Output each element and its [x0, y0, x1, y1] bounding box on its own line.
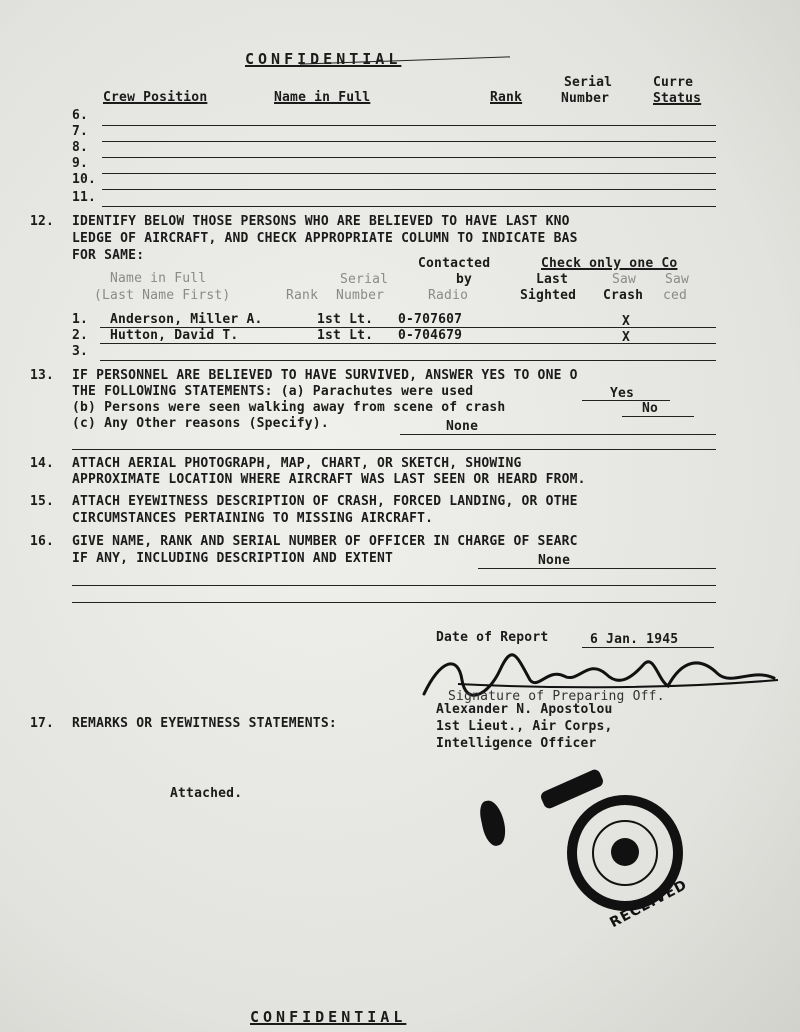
item12-hdr-last-1: Last [536, 272, 569, 287]
item12-hdr-rank: Rank [286, 288, 319, 303]
item12-hdr-check: Check only one Co [541, 256, 678, 271]
crew-row-line [102, 173, 716, 174]
item15-line1: ATTACH EYEWITNESS DESCRIPTION OF CRASH, FORCED LANDING, OR OTHE [72, 494, 578, 509]
col-name-in-full: Name in Full [274, 90, 371, 105]
item12-hdr-ced-1: Saw [665, 272, 690, 287]
item16-extra-line-1 [72, 585, 716, 586]
person-row-line [100, 360, 716, 361]
received-stamp-emblem [611, 838, 639, 866]
date-of-report-line [582, 647, 714, 648]
item12-line2: LEDGE OF AIRCRAFT, AND CHECK APPROPRIATE COLUMN TO INDICATE BAS [72, 231, 578, 246]
crew-row-number: 9. [72, 156, 89, 171]
item13-line4: (c) Any Other reasons (Specify). [72, 416, 329, 431]
item12-hdr-ced-2: ced [663, 288, 688, 303]
item16-line2: IF ANY, INCLUDING DESCRIPTION AND EXTENT [72, 551, 394, 566]
crew-row-number: 6. [72, 108, 89, 123]
person-number: 3. [72, 344, 89, 359]
item13-answer-c-line [400, 434, 716, 435]
item16-answer: None [538, 553, 571, 568]
crew-row-number: 11. [72, 190, 97, 205]
item12-line1: IDENTIFY BELOW THOSE PERSONS WHO ARE BELIEVED TO HAVE LAST KNO [72, 214, 570, 229]
officer-name: Alexander N. Apostolou [436, 702, 613, 717]
col-serial-1: Serial [564, 75, 613, 90]
item13-answer-b: No [642, 401, 659, 416]
crew-row-line [102, 125, 716, 126]
person-serial: 0-704679 [398, 328, 463, 343]
person-name: Anderson, Miller A. [110, 312, 263, 327]
item12-hdr-contacted-1: Contacted [418, 256, 491, 271]
item12-hdr-name-1: Name in Full [110, 271, 207, 286]
item15-line2: CIRCUMSTANCES PERTAINING TO MISSING AIRCRAFT. [72, 511, 434, 526]
item13-line2: THE FOLLOWING STATEMENTS: (a) Parachutes were used [72, 384, 474, 399]
item16-line1: GIVE NAME, RANK AND SERIAL NUMBER OF OFFICER IN CHARGE OF SEARC [72, 534, 578, 549]
item12-hdr-serial-1: Serial [340, 272, 389, 287]
item13-line1: IF PERSONNEL ARE BELIEVED TO HAVE SURVIVED, ANSWER YES TO ONE O [72, 368, 578, 383]
person-rank: 1st Lt. [317, 312, 374, 327]
header-classification: CONFIDENTIAL [245, 50, 402, 68]
item16-answer-line [478, 568, 716, 569]
item12-hdr-contacted-2: by [456, 272, 473, 287]
item13-extra-line [72, 449, 716, 450]
item14-line1: ATTACH AERIAL PHOTOGRAPH, MAP, CHART, OR SKETCH, SHOWING [72, 456, 522, 471]
person-check-mark: X [622, 314, 631, 329]
person-row-line [100, 343, 716, 344]
date-of-report-label: Date of Report [436, 630, 549, 645]
person-serial: 0-707607 [398, 312, 463, 327]
item17-value: Attached. [170, 786, 243, 801]
item16-number: 16. [30, 534, 55, 549]
crew-row-number: 8. [72, 140, 89, 155]
crew-row-number: 10. [72, 172, 97, 187]
item12-line3: FOR SAME: [72, 248, 145, 263]
crew-row-line [102, 141, 716, 142]
item17-number: 17. [30, 716, 55, 731]
col-crew-position: Crew Position [103, 90, 208, 105]
item13-answer-b-line [622, 416, 694, 417]
received-stamp-text: RECEIVED [607, 876, 691, 932]
item14-line2: APPROXIMATE LOCATION WHERE AIRCRAFT WAS LAST SEEN OR HEARD FROM. [72, 472, 586, 487]
item12-hdr-last-2: Sighted [520, 288, 577, 303]
crew-row-line [102, 157, 716, 158]
item17-label: REMARKS OR EYEWITNESS STATEMENTS: [72, 716, 337, 731]
person-rank: 1st Lt. [317, 328, 374, 343]
col-rank: Rank [490, 90, 523, 105]
item13-answer-c: None [446, 419, 479, 434]
crew-row-line [102, 189, 716, 190]
col-serial-2: Number [561, 91, 610, 106]
footer-classification: CONFIDENTIAL [250, 1008, 407, 1026]
item16-extra-line-2 [72, 602, 716, 603]
item12-hdr-contacted-3: Radio [428, 288, 469, 303]
officer-title: Intelligence Officer [436, 736, 597, 751]
crew-row-line [102, 206, 716, 207]
item15-number: 15. [30, 494, 55, 509]
col-status-1: Curre [653, 75, 694, 90]
person-number: 1. [72, 312, 89, 327]
person-name: Hutton, David T. [110, 328, 239, 343]
person-check-mark: X [622, 330, 631, 345]
date-of-report-value: 6 Jan. 1945 [590, 632, 679, 647]
signature-label: Signature of Preparing Off. [448, 689, 665, 704]
item12-hdr-crash-1: Saw [612, 272, 637, 287]
item12-number: 12. [30, 214, 55, 229]
item12-hdr-crash-2: Crash [603, 288, 644, 303]
item13-line3: (b) Persons were seen walking away from scene of crash [72, 400, 506, 415]
person-number: 2. [72, 328, 89, 343]
crew-row-number: 7. [72, 124, 89, 139]
item12-hdr-serial-2: Number [336, 288, 385, 303]
item13-number: 13. [30, 368, 55, 383]
col-status-2: Status [653, 91, 702, 106]
item14-number: 14. [30, 456, 55, 471]
item13-answer-a: Yes [610, 386, 635, 401]
officer-rank: 1st Lieut., Air Corps, [436, 719, 613, 734]
item12-hdr-name-2: (Last Name First) [94, 288, 231, 303]
